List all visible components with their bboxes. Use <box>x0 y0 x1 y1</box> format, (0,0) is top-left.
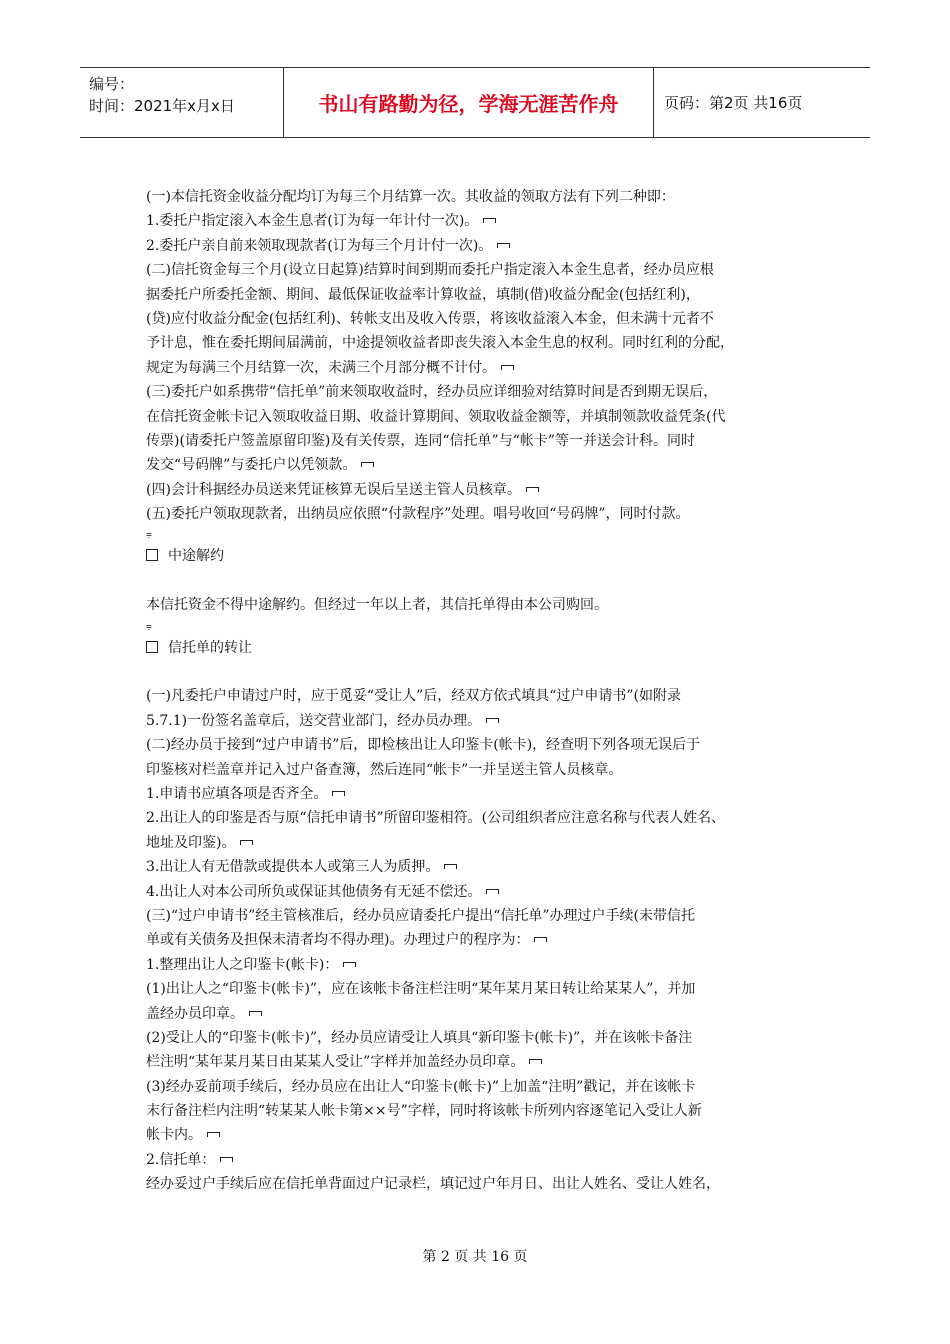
text-line-content: 2.委托户亲自前来领取现款者(订为每三个月计付一次)。 <box>146 237 493 254</box>
paragraph-block-2 <box>146 684 816 1196</box>
text-line-content: 予计息，惟在委托期间届满前，中途提领收益者即丧失滚入本金生息的权利。同时红利的分配， <box>146 335 734 352</box>
text-line <box>146 953 816 977</box>
text-line <box>146 1172 816 1196</box>
text-line-content: (2)受让人的“印鉴卡(帐卡)”，经办员应请受让人填具“新印鉴卡(帐卡)”，并在该帐卡备注 <box>146 1029 693 1046</box>
section-heading-termination <box>146 544 816 568</box>
text-line-content: (3)经办妥前项手续后，经办员应在出让人“印鉴卡(帐卡)”上加盖“注明”戳记，并在该帐卡 <box>146 1078 696 1095</box>
text-line <box>146 806 816 830</box>
text-line <box>146 1002 816 1026</box>
section-heading-text: 信托单的转让 <box>168 639 252 656</box>
section-heading-transfer <box>146 636 816 660</box>
section-heading-text: 中途解约 <box>168 548 224 565</box>
text-line <box>146 758 816 782</box>
text-line <box>146 1099 816 1123</box>
text-line-content: (四)会计科据经办员送来凭证核算无误后呈送主管人员核章。 <box>146 481 521 498</box>
text-line-content: 发交“号码牌”与委托户以凭领款。 <box>146 457 357 474</box>
header-page-label: 页码：第2页 共16页 <box>664 94 803 112</box>
paragraph-mark-icon <box>220 1157 233 1162</box>
text-line-content: 栏注明“某年某月某日由某某人受让”字样并加盖经办员印章。 <box>146 1054 525 1071</box>
paragraph-block-1 <box>146 185 816 526</box>
text-line <box>146 1075 816 1099</box>
text-line <box>146 331 816 355</box>
text-line-content: 地址及印鉴)。 <box>146 834 236 851</box>
separator-symbol: ⩦ <box>146 529 152 541</box>
text-line-content: (二)经办员于接到“过户申请书”后，即检核出让人印鉴卡(帐卡)，经查明下列各项无误后于 <box>146 737 701 754</box>
paragraph-mark-icon <box>529 1059 542 1064</box>
paragraph-mark-icon <box>361 462 374 467</box>
text-line-content: 2.出让人的印鉴是否与原“信托申请书”所留印鉴相符。(公司组织者应注意名称与代表人姓名、 <box>146 810 726 827</box>
text-line <box>146 782 816 806</box>
text-line <box>146 209 816 233</box>
text-line <box>146 855 816 879</box>
text-line-content: 帐卡内。 <box>146 1127 202 1144</box>
text-line <box>146 307 816 331</box>
text-line <box>146 185 816 209</box>
page-header <box>80 67 870 138</box>
document-body <box>146 185 816 1197</box>
text-line <box>146 904 816 928</box>
text-line-content: 末行备注栏内注明“转某某人帐卡第××号”字样，同时将该帐卡所列内容逐笔记入受让人新 <box>146 1103 702 1120</box>
text-line-content: (一)本信托资金收益分配均订为每三个月结算一次。其收益的领取方法有下列二种即： <box>146 189 675 205</box>
text-line <box>146 733 816 757</box>
text-line <box>146 478 816 502</box>
text-line-content: 4.出让人对本公司所负或保证其他债务有无延不偿还。 <box>146 883 482 900</box>
paragraph-mark-icon <box>534 937 547 942</box>
text-line <box>146 1050 816 1074</box>
doc-date-label: 时间：2021年x月x日 <box>89 97 235 115</box>
paragraph-mark-icon <box>343 962 356 967</box>
doc-number-label: 编号： <box>89 75 135 93</box>
text-line-content: 在信托资金帐卡记入领取收益日期、收益计算期间、领取收益金额等，并填制领款收益凭条(代 <box>146 408 726 425</box>
text-line-content: (一)凡委托户申请过户时，应于觅妥“受让人”后，经双方依式填具“过户申请书”(如附录 <box>146 688 682 705</box>
checkbox-icon <box>146 641 158 653</box>
text-line-content: 1.申请书应填各项是否齐全。 <box>146 785 328 802</box>
text-line-content: (三)“过户申请书”经主管核准后，经办员应请委托户提出“信托单”办理过户手续(未带信托 <box>146 907 696 924</box>
paragraph-mark-icon <box>526 487 539 492</box>
text-line <box>146 405 816 429</box>
text-line <box>146 831 816 855</box>
text-line <box>146 1148 816 1172</box>
header-meta <box>80 68 283 137</box>
paragraph-mark-icon <box>207 1132 220 1137</box>
text-line <box>146 709 816 733</box>
paragraph-mark-icon <box>497 243 510 248</box>
text-line-content: (1)出让人之“印鉴卡(帐卡)”，应在该帐卡备注栏注明“某年某月某日转让给某某人”，并加 <box>146 981 696 998</box>
text-line-content: (三)委托户如系携带“信托单”前来领取收益时，经办员应详细验对结算时间是否到期无误后， <box>146 384 718 401</box>
section-body-termination: 本信托资金不得中途解约。但经过一年以上者，其信托单得由本公司购回。 <box>146 597 608 614</box>
text-line-content: 据委托户所委托金额、期间、最低保证收益率计算收益，填制(借)收益分配金(包括红利)， <box>146 286 700 303</box>
text-line <box>146 880 816 904</box>
text-line-content: 3.出让人有无借款或提供本人或第三人为质押。 <box>146 859 440 876</box>
paragraph-mark-icon <box>332 791 345 796</box>
text-line-content: 规定为每满三个月结算一次，未满三个月部分概不计付。 <box>146 359 496 376</box>
page-footer: 第 2 页 共 16 页 <box>422 1249 528 1265</box>
text-line-content: 经办妥过户手续后应在信托单背面过户记录栏，填记过户年月日、出让人姓名、受让人姓名， <box>146 1176 720 1193</box>
paragraph-mark-icon <box>486 718 499 723</box>
paragraph-mark-icon <box>249 1011 262 1016</box>
text-line <box>146 380 816 404</box>
text-line <box>146 684 816 708</box>
text-line <box>146 502 816 526</box>
text-line <box>146 234 816 258</box>
text-line-content: 5.7.1)一份签名盖章后，送交营业部门，经办员办理。 <box>146 712 482 729</box>
text-line <box>146 283 816 307</box>
text-line <box>146 258 816 282</box>
text-line-content: (二)信托资金每三个月(设立日起算)结算时间到期而委托户指定滚入本金生息者，经办员应根 <box>146 262 714 279</box>
text-line <box>146 977 816 1001</box>
text-line <box>146 453 816 477</box>
paragraph-mark-icon <box>483 218 496 223</box>
text-line <box>146 356 816 380</box>
text-line <box>146 928 816 952</box>
text-line-content: 传票)(请委托户签盖原留印鉴)及有关传票，连同“信托单”与“帐卡”等一并送会计科。同时 <box>146 432 696 449</box>
header-motto: 书山有路勤为径，学海无涯苦作舟 <box>283 68 654 137</box>
text-line-content: (贷)应付收益分配金(包括红利)、转帐支出及收入传票，将该收益滚入本金，但未满十元者不 <box>146 310 714 327</box>
text-line-content: 单或有关债务及担保未清者均不得办理)。办理过户的程序为： <box>146 932 530 949</box>
text-line-content: 1.整理出让人之印鉴卡(帐卡)： <box>146 956 339 973</box>
text-line-content: 印鉴核对栏盖章并记入过户备查簿，然后连同“帐卡”一并呈送主管人员核章。 <box>146 761 623 778</box>
paragraph-mark-icon <box>501 365 514 370</box>
text-line-content: 1.委托户指定滚入本金生息者(订为每一年计付一次)。 <box>146 213 479 230</box>
text-line-content: (五)委托户领取现款者，出纳员应依照“付款程序”处理。唱号收回“号码牌”，同时付款。 <box>146 506 690 523</box>
paragraph-mark-icon <box>444 864 457 869</box>
text-line-content: 2.信托单： <box>146 1151 216 1168</box>
text-line <box>146 429 816 453</box>
separator-symbol: ⩦ <box>146 620 152 632</box>
text-line-content: 盖经办员印章。 <box>146 1005 244 1022</box>
text-line <box>146 1123 816 1147</box>
paragraph-mark-icon <box>240 840 253 845</box>
text-line <box>146 1026 816 1050</box>
checkbox-icon <box>146 549 158 561</box>
paragraph-mark-icon <box>486 889 499 894</box>
